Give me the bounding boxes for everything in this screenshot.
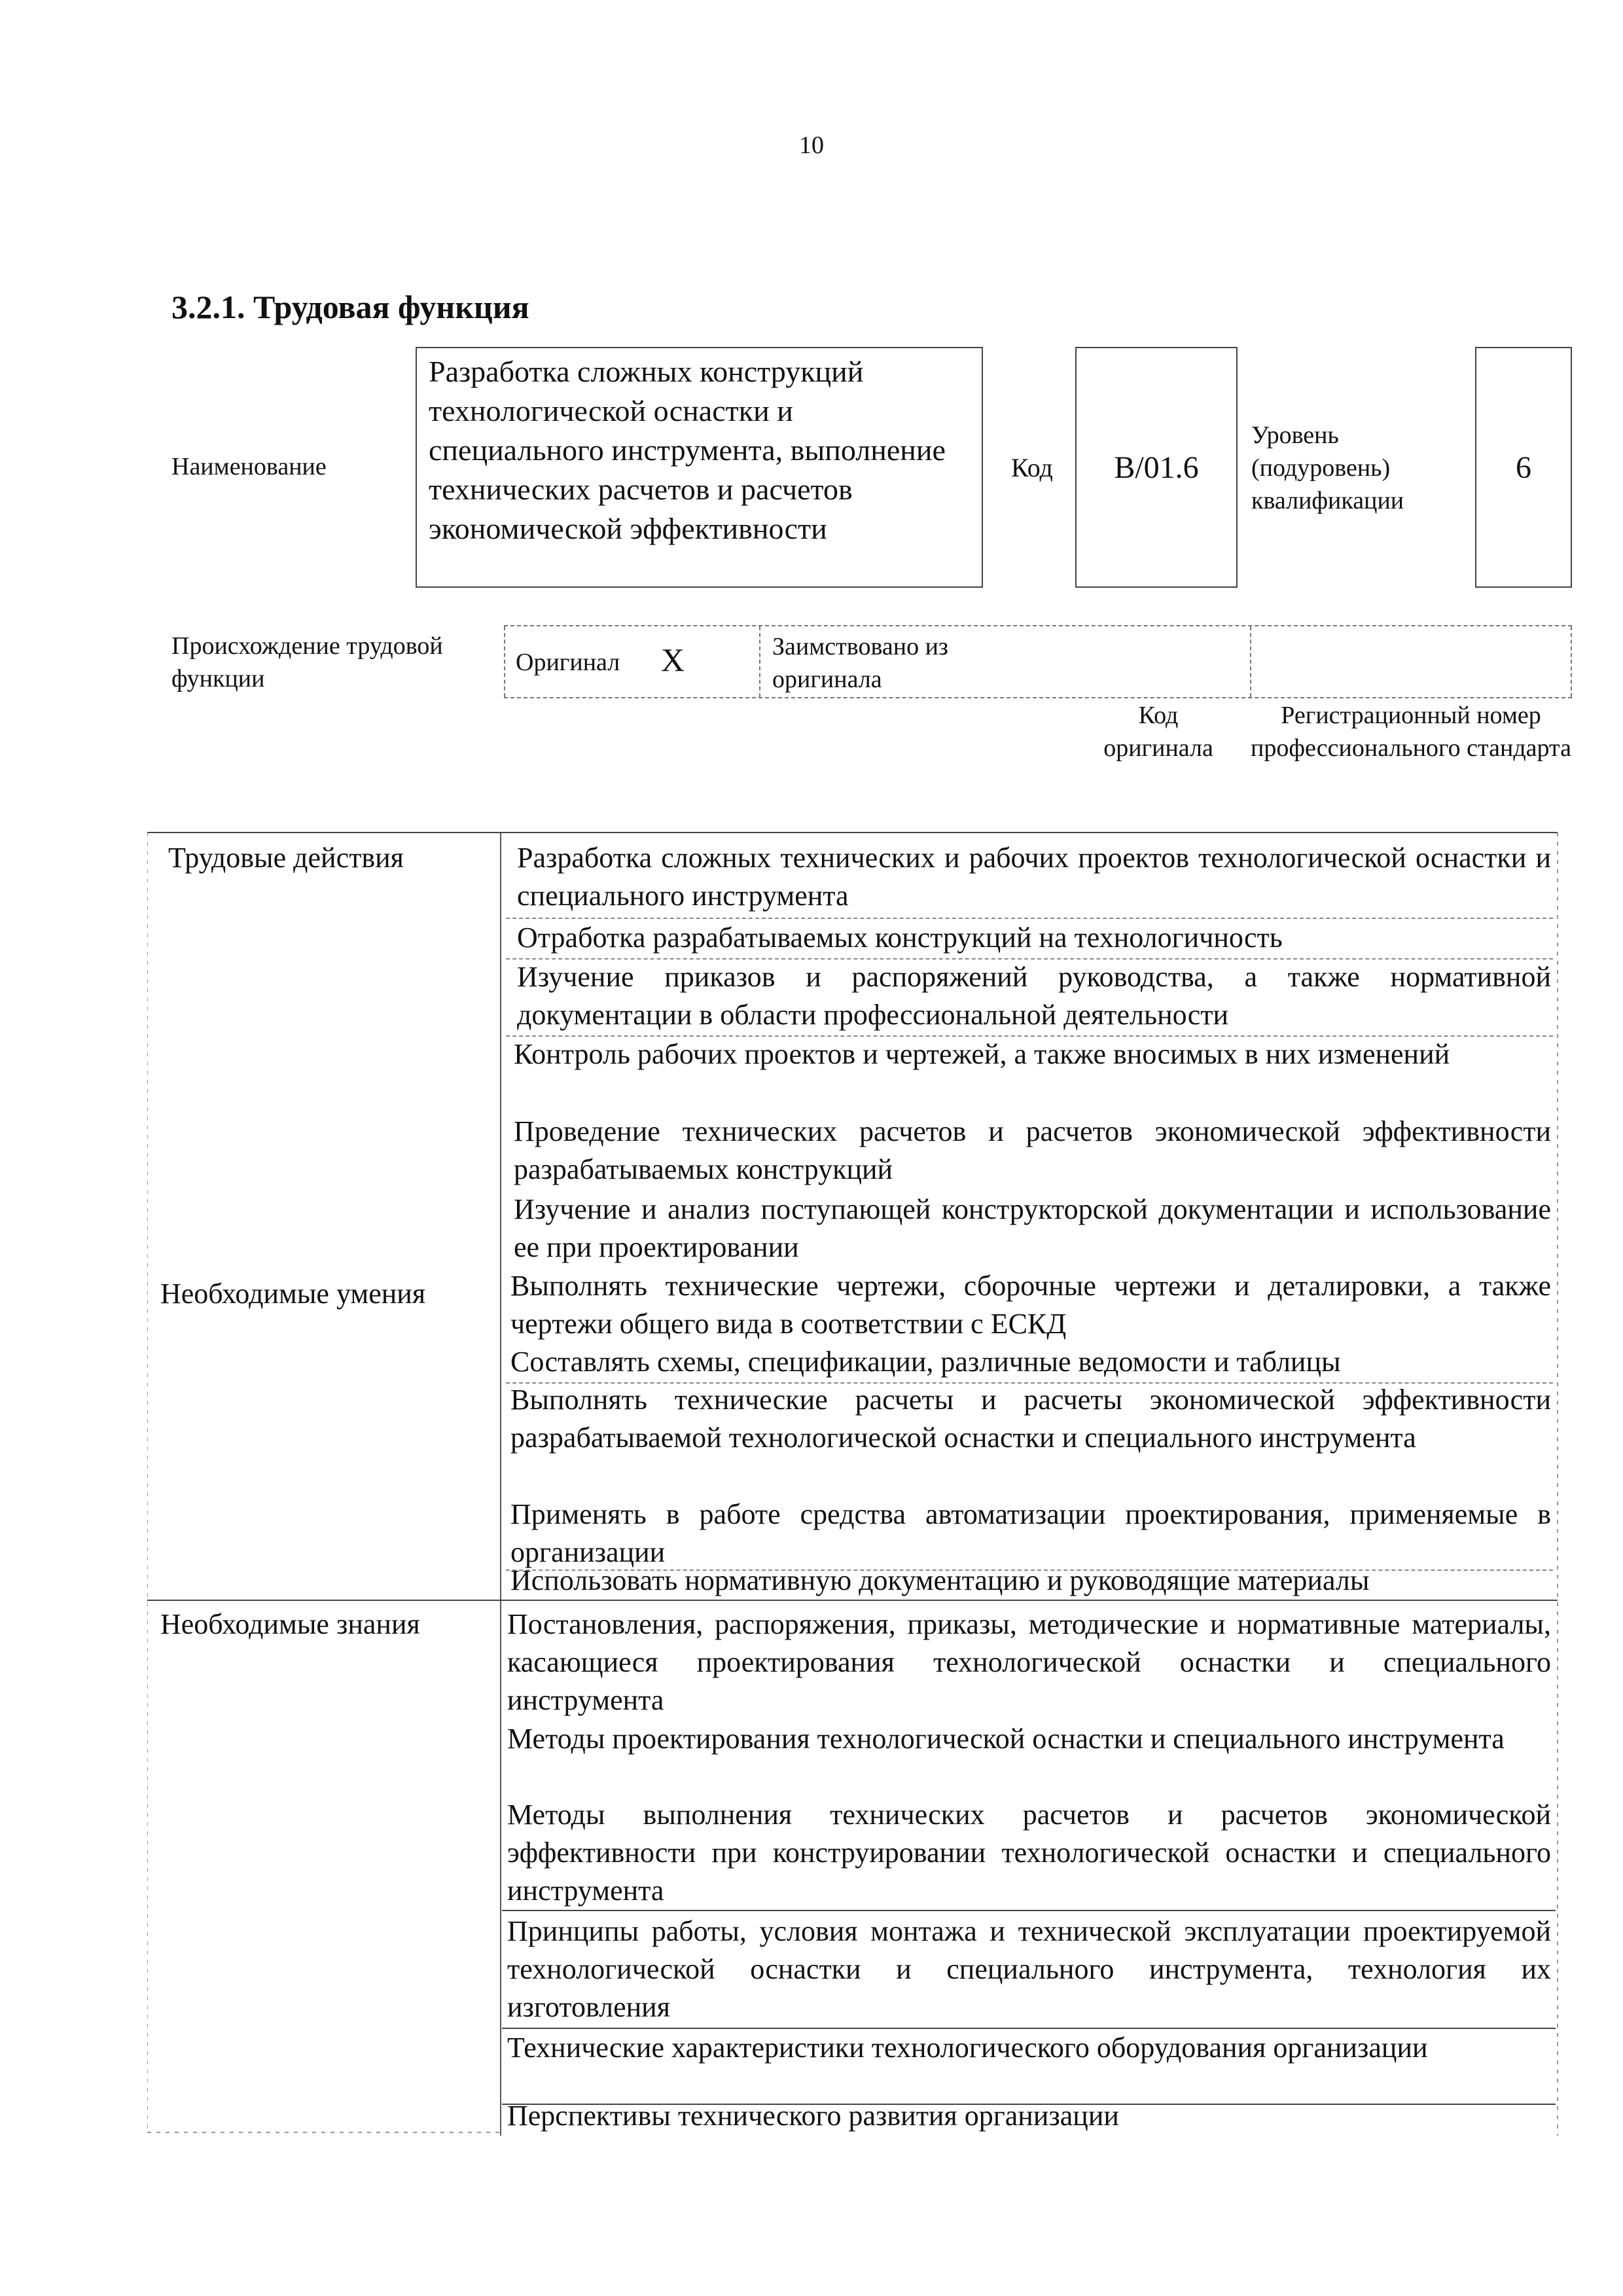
knowledge-label: Необходимые знания (160, 1608, 420, 1640)
skill-item: Выполнять технические расчеты и расчеты экономической эффективности разрабатываемой технологической оснастки и специального инструмента (510, 1384, 1551, 1454)
code-original-caption: Код оригинала (1103, 702, 1213, 762)
knowledge-item: Перспективы технического развития организации (507, 2100, 1119, 2132)
original-label: Оригинал (516, 649, 620, 676)
origin-row (504, 625, 1572, 698)
action-item: Разработка сложных технических и рабочих проектов технологической оснастки и специального инструмента (517, 842, 1551, 912)
page-number: 10 (799, 132, 824, 159)
action-item: Контроль рабочих проектов и чертежей, а также вносимых в них изменений (514, 1038, 1450, 1070)
function-name-value: Разработка сложных конструкций технологической оснастки и специального инструмента, выполнение технических расчетов и расчетов экономической эффективности (429, 355, 946, 545)
knowledge-item: Методы выполнения технических расчетов и расчетов экономической эффективности при конструировании технологической оснастки и специального инструмента (507, 1799, 1551, 1907)
level-label: Уровень (подуровень) квалификации (1251, 422, 1404, 514)
level-value: 6 (1516, 450, 1531, 485)
actions-label: Трудовые действия (168, 842, 404, 874)
code-box (1075, 347, 1238, 588)
skill-item: Использовать нормативную документацию и руководящие материалы (510, 1564, 1370, 1596)
skills-label: Необходимые умения (160, 1278, 426, 1310)
original-mark: X (661, 641, 685, 678)
action-item: Отработка разрабатываемых конструкций на технологичность (517, 922, 1283, 954)
knowledge-item: Методы проектирования технологической оснастки и специального инструмента (507, 1723, 1505, 1755)
action-item: Изучение и анализ поступающей конструкторской документации и использование ее при проектировании (514, 1193, 1551, 1263)
function-table (147, 830, 1561, 2136)
skill-item: Применять в работе средства автоматизации проектирования, применяемые в организации (510, 1498, 1551, 1568)
name-label: Наименование (171, 453, 327, 480)
level-box (1475, 347, 1572, 588)
reg-number-caption: Регистрационный номер профессионального стандарта (1251, 702, 1571, 762)
code-value: B/01.6 (1114, 450, 1199, 485)
knowledge-item: Принципы работы, условия монтажа и технической эксплуатации проектируемой технологической оснастки и специального инструмента, технология их изготовления (507, 1915, 1551, 2023)
borrowed-label: Заимствовано из оригинала (772, 633, 948, 693)
origin-label: Происхождение трудовой функции (171, 632, 443, 692)
knowledge-item: Технические характеристики технологического оборудования организации (507, 2032, 1428, 2064)
action-item: Изучение приказов и распоряжений руководства, а также нормативной документации в области профессиональной деятельности (517, 961, 1551, 1031)
skill-item: Выполнять технические чертежи, сборочные чертежи и деталировки, а также чертежи общего вида в соответствии с ЕСКД (510, 1270, 1551, 1340)
function-name-box (416, 347, 983, 588)
skill-item: Составлять схемы, спецификации, различные ведомости и таблицы (510, 1346, 1341, 1378)
knowledge-item: Постановления, распоряжения, приказы, методические и нормативные материалы, касающиеся проектирования технологической оснастки и специального инструмента (507, 1608, 1551, 1716)
code-label: Код (1011, 453, 1053, 482)
action-item: Проведение технических расчетов и расчетов экономической эффективности разрабатываемых конструкций (514, 1115, 1551, 1185)
section-title: 3.2.1. Трудовая функция (171, 289, 529, 325)
